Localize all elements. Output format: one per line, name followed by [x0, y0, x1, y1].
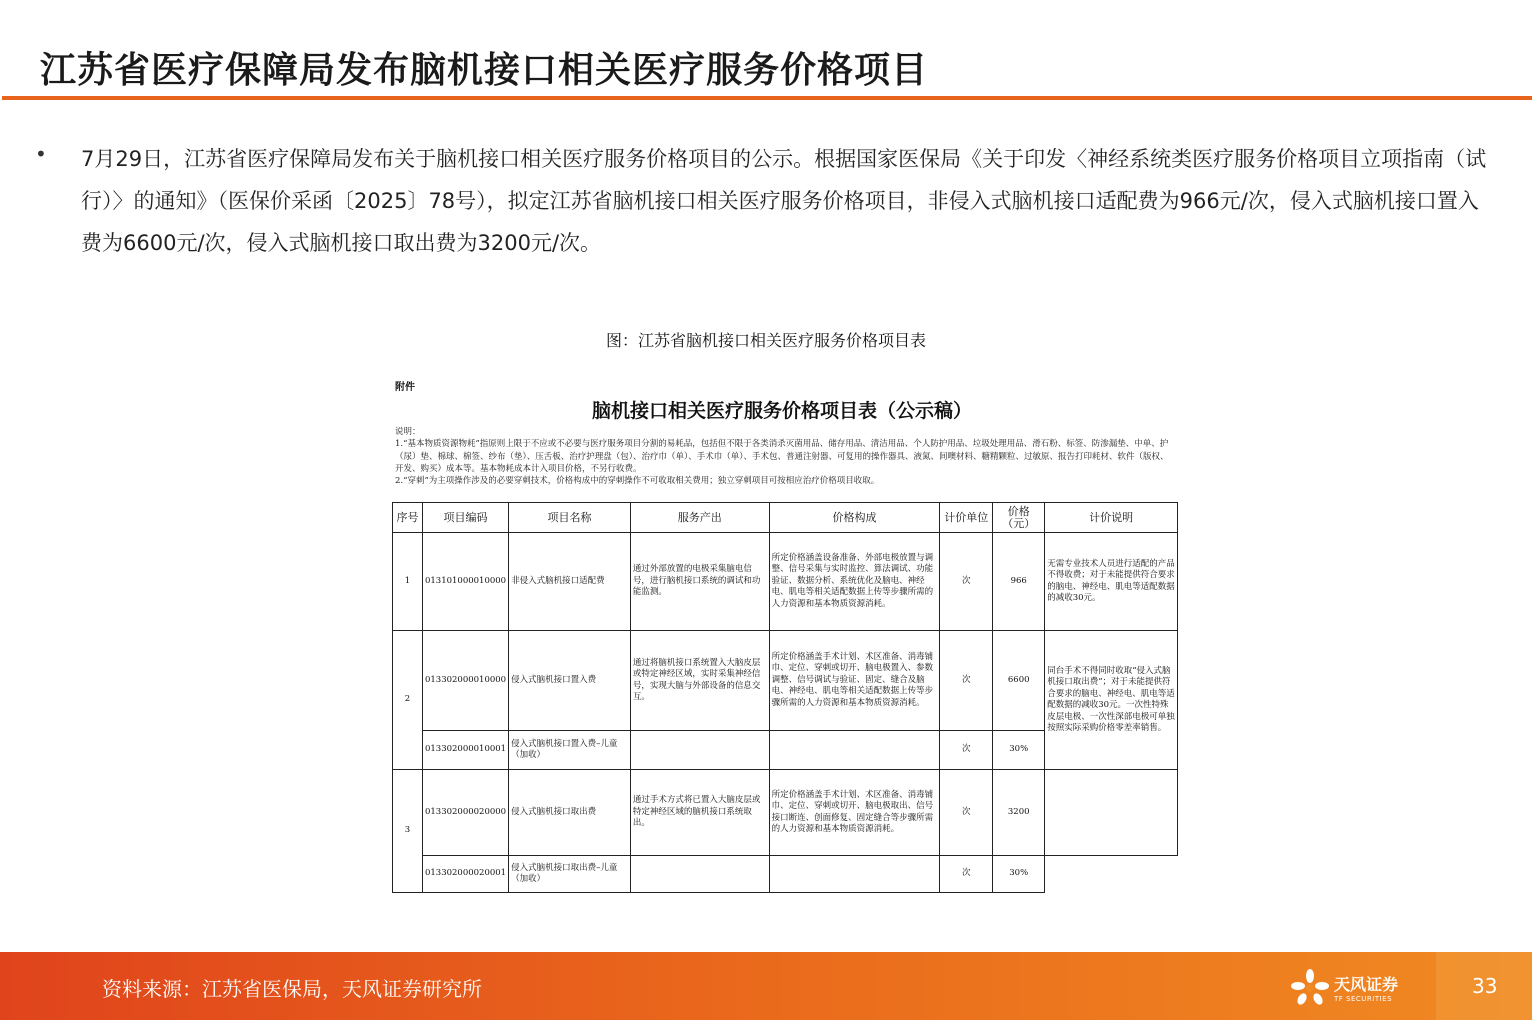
logo-english: TF SECURITIES	[1334, 995, 1393, 1003]
bullet-dot-icon: •	[35, 142, 47, 166]
table-row	[393, 631, 1178, 731]
document-image	[392, 376, 1178, 896]
cell-price: 30%	[993, 731, 1045, 770]
table-row	[393, 856, 1178, 893]
tf-logo-icon	[1290, 968, 1330, 1008]
table-row	[393, 533, 1178, 631]
cell-code: 013302000020000	[422, 770, 508, 856]
cell-output: 通过将脑机接口系统置入大脑皮层或特定神经区域，实时采集神经信号，实现大脑与外部设备的信息交互。	[630, 631, 769, 731]
cell-name: 侵入式脑机接口取出费–儿童（加收）	[509, 856, 631, 893]
cell-composition: 所定价格涵盖手术计划、术区准备、消毒铺巾、定位、穿刺或切开、脑电极取出、信号接口断连、创面修复、固定缝合等步骤所需的人力资源和基本物质资源消耗。	[769, 770, 940, 856]
bullet-text: 7月29日，江苏省医疗保障局发布关于脑机接口相关医疗服务价格项目的公示。根据国家医保局《关于印发〈神经系统类医疗服务价格项目立项指南（试行）〉的通知》（医保价采函〔2025〕78号），拟定江苏省脑机接口相关医疗服务价格项目，非侵入式脑机接口适配费为966元/次，侵入式脑机接口置入费为6600元/次，侵入式脑机接口取出费为3200元/次。	[81, 147, 1487, 255]
header-unit: 计价单位	[940, 503, 993, 533]
table-header-row	[393, 503, 1178, 533]
cell-composition-empty	[769, 856, 940, 893]
header-name: 项目名称	[509, 503, 631, 533]
cell-code: 013302000010001	[422, 731, 508, 770]
doc-title: 脑机接口相关医疗服务价格项目表（公示稿）	[591, 400, 972, 422]
price-table	[392, 502, 1178, 893]
cell-name: 侵入式脑机接口置入费	[509, 631, 631, 731]
cell-unit: 次	[940, 770, 993, 856]
doc-annex-label: 附件	[395, 382, 415, 393]
cell-note-empty	[1045, 770, 1178, 856]
slide-title: 江苏省医疗保障局发布脑机接口相关医疗服务价格项目	[40, 50, 929, 91]
cell-note: 同台手术不得同时收取“侵入式脑机接口取出费”；对于未能提供符合要求的脑电、神经电、肌电等适配数据的减收30元。一次性特殊皮层电极、一次性深部电极可单独按照实际采购价格零差率销售。	[1045, 631, 1178, 770]
table-row	[393, 770, 1178, 856]
header-output: 服务产出	[630, 503, 769, 533]
cell-seq: 1	[393, 533, 423, 631]
doc-note-2: 2.“穿刺”为主项操作涉及的必要穿刺技术，价格构成中的穿刺操作不可收取相关费用；独立穿刺项目可按相应治疗价格项目收取。	[395, 476, 880, 487]
cell-unit: 次	[940, 533, 993, 631]
source-note: 资料来源：江苏省医保局，天风证券研究所	[102, 977, 482, 1001]
cell-composition: 所定价格涵盖设备准备、外部电极放置与调整、信号采集与实时监控、算法调试、功能验证、数据分析、系统优化及脑电、神经电、肌电等相关适配数据上传等步骤所需的人力资源和基本物质资源消耗。	[769, 533, 940, 631]
cell-name: 非侵入式脑机接口适配费	[509, 533, 631, 631]
cell-output: 通过外部放置的电极采集脑电信号，进行脑机接口系统的调试和功能监测。	[630, 533, 769, 631]
figure-caption: 图：江苏省脑机接口相关医疗服务价格项目表	[605, 331, 926, 350]
cell-seq: 3	[393, 770, 423, 893]
cell-code: 013101000010000	[422, 533, 508, 631]
cell-code: 013302000010000	[422, 631, 508, 731]
cell-name: 侵入式脑机接口置入费–儿童（加收）	[509, 731, 631, 770]
header-code: 项目编码	[422, 503, 508, 533]
page-number: 33	[1472, 974, 1498, 998]
cell-output: 通过手术方式将已置入大脑皮层或特定神经区域的脑机接口系统取出。	[630, 770, 769, 856]
title-underline	[2, 96, 1532, 100]
doc-notes	[395, 426, 1175, 487]
header-price: 价格（元）	[993, 503, 1045, 533]
cell-price: 30%	[993, 856, 1045, 893]
cell-price: 6600	[993, 631, 1045, 731]
cell-output-empty	[630, 731, 769, 770]
cell-price: 966	[993, 533, 1045, 631]
cell-output-empty	[630, 856, 769, 893]
cell-composition: 所定价格涵盖手术计划、术区准备、消毒铺巾、定位、穿刺或切开、脑电极置入、参数调整、信号调试与验证、固定、缝合及脑电、神经电、肌电等相关适配数据上传等步骤所需的人力资源和基本物质资源消耗。	[769, 631, 940, 731]
cell-note: 无需专业技术人员进行适配的产品不得收费；对于未能提供符合要求的脑电、神经电、肌电等适配数据的减收30元。	[1045, 533, 1178, 631]
doc-notes-label: 说明：	[395, 427, 421, 437]
cell-unit: 次	[940, 731, 993, 770]
header-note: 计价说明	[1045, 503, 1178, 533]
footer-bar	[0, 952, 1532, 1020]
cell-seq: 2	[393, 631, 423, 770]
cell-code: 013302000020001	[422, 856, 508, 893]
logo-chinese: 天风证券	[1334, 975, 1399, 994]
cell-note-blank	[1045, 856, 1178, 893]
cell-name: 侵入式脑机接口取出费	[509, 770, 631, 856]
header-composition: 价格构成	[769, 503, 940, 533]
cell-price: 3200	[993, 770, 1045, 856]
cell-unit: 次	[940, 631, 993, 731]
brand-logo	[1290, 966, 1410, 1010]
header-seq: 序号	[393, 503, 423, 533]
cell-composition-empty	[769, 731, 940, 770]
doc-note-1: 1.“基本物质资源物耗”指原则上限于不应或不必要与医疗服务项目分割的易耗品，包括但不限于各类消杀灭菌用品、储存用品、清洁用品、个人防护用品、垃圾处理用品、滑石粉、标签、防渗漏垫、中单、护（尿）垫、棉球、棉签、纱布（垫）、压舌板、治疗护理盘（包）、治疗巾（单）、手术巾（单）、手术包、普通注射器、可复用的操作器具、液氮、间噢材料、糖精颗粒、过敏原、报告打印耗材、软件（版权、开发、购买）成本等。基本物耗成本计入项目价格，不另行收费。	[395, 439, 1169, 474]
cell-unit: 次	[940, 856, 993, 893]
